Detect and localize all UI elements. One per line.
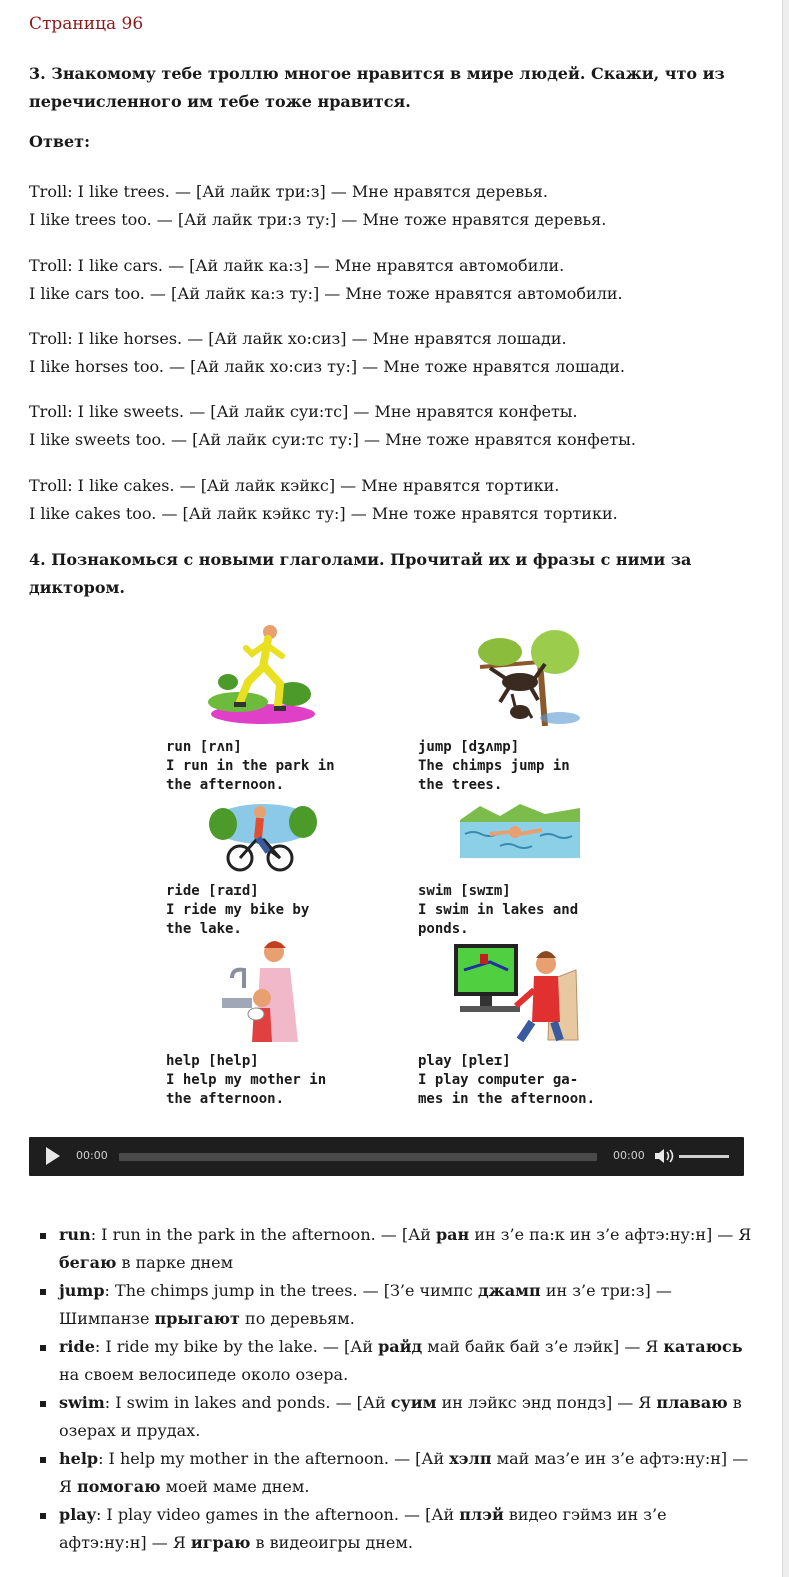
vocab-transcription-bold: райд bbox=[378, 1337, 423, 1356]
volume-slider[interactable] bbox=[679, 1155, 729, 1158]
vocab-russian-rest: в видеоигры днем. bbox=[250, 1533, 413, 1552]
ride-head: ride [raɪd] bbox=[166, 883, 259, 899]
me-line: I like horses too. — [Ай лайк хо:сиз ту:] — Мне тоже нравятся лошади. bbox=[29, 357, 625, 376]
vocab-sentence: : I play video games in the afternoon. — [Ай bbox=[95, 1505, 460, 1524]
vocab-transcription-rest: май маз’е ин з’е афтэ:ну:н] — Я bbox=[59, 1449, 749, 1496]
scrollbar[interactable] bbox=[782, 0, 789, 1577]
me-line: I like cakes too. — [Ай лайк кэйкс ту:] — Мне тоже нравятся тортики. bbox=[29, 504, 618, 523]
swim-line1: I swim in lakes and bbox=[418, 902, 579, 918]
vocab-russian-rest: в парке днем bbox=[116, 1253, 234, 1272]
vocab-russian-bold: помогаю bbox=[77, 1477, 161, 1496]
help-line2: the afternoon. bbox=[166, 1091, 285, 1107]
task3-question-line1: 3. Знакомому тебе троллю многое нравится в мире людей. Скажи, что из bbox=[29, 64, 725, 83]
vocab-word: run bbox=[59, 1225, 91, 1244]
answer-pair-sweets bbox=[29, 398, 769, 454]
vocab-word: jump bbox=[59, 1281, 105, 1300]
current-time: 00:00 bbox=[76, 1149, 108, 1162]
vocab-transcription-rest: май байк бай з’е лэйк] — Я bbox=[422, 1337, 664, 1356]
task3-question-line2: перечисленного им тебе тоже нравится. bbox=[29, 92, 411, 111]
vocab-russian-bold: плаваю bbox=[656, 1393, 728, 1412]
vocab-transcription-bold: джамп bbox=[477, 1281, 541, 1300]
play-head: play [pleɪ] bbox=[418, 1053, 511, 1069]
swim-caption bbox=[418, 882, 623, 939]
ride-line2: the lake. bbox=[166, 921, 242, 937]
list-item bbox=[29, 1333, 759, 1389]
help-head: help [help] bbox=[166, 1053, 259, 1069]
list-item bbox=[29, 1445, 759, 1501]
vocab-transcription-rest: ин з’е три:з] — Шимпанзе bbox=[59, 1281, 672, 1328]
vocab-russian-bold: катаюсь bbox=[663, 1337, 743, 1356]
jump-line1: The chimps jump in bbox=[418, 758, 570, 774]
play-line2: mes in the afternoon. bbox=[418, 1091, 596, 1107]
ride-line1: I ride my bike by bbox=[166, 902, 310, 918]
run-caption bbox=[166, 738, 371, 795]
bike-rider-picture bbox=[208, 800, 318, 878]
help-caption bbox=[166, 1052, 371, 1109]
chimps-picture bbox=[460, 622, 580, 726]
vocab-sentence: : The chimps jump in the trees. — [З’е чимпс bbox=[104, 1281, 478, 1300]
swim-line2: ponds. bbox=[418, 921, 469, 937]
vocab-transcription-bold: суим bbox=[390, 1393, 437, 1412]
play-caption bbox=[418, 1052, 623, 1109]
troll-line: Troll: I like horses. — [Ай лайк хо:сиз] — Мне нравятся лошади. bbox=[29, 329, 567, 348]
task3-question bbox=[29, 60, 749, 116]
vocab-sentence: : I help my mother in the afternoon. — [Ай bbox=[98, 1449, 450, 1468]
vocab-word: ride bbox=[59, 1337, 95, 1356]
jump-line2: the trees. bbox=[418, 777, 503, 793]
list-item bbox=[29, 1389, 759, 1445]
vocab-list bbox=[29, 1221, 759, 1557]
vocab-word: help bbox=[59, 1449, 99, 1468]
troll-line: Troll: I like cakes. — [Ай лайк кэйкс] — Мне нравятся тортики. bbox=[29, 476, 560, 495]
vocab-russian-rest: в озерах и прудах. bbox=[59, 1393, 742, 1440]
answer-pair-horses bbox=[29, 325, 769, 381]
run-line1: I run in the park in bbox=[166, 758, 335, 774]
list-item bbox=[29, 1221, 759, 1277]
vocab-transcription-bold: плэй bbox=[459, 1505, 504, 1524]
vocab-transcription-bold: ран bbox=[435, 1225, 470, 1244]
vocab-transcription-rest: ин лэйкс энд пондз] — Я bbox=[436, 1393, 657, 1412]
jump-caption bbox=[418, 738, 623, 795]
task4-question-line1: 4. Познакомься с новыми глаголами. Прочитай их и фразы с ними за bbox=[29, 550, 692, 569]
task4-question-line2: диктором. bbox=[29, 578, 125, 597]
audio-player bbox=[29, 1137, 744, 1176]
progress-track[interactable] bbox=[119, 1153, 597, 1161]
jump-head: jump [dʒʌmp] bbox=[418, 739, 520, 755]
vocab-word: swim bbox=[59, 1393, 105, 1412]
running-man-picture bbox=[208, 622, 318, 726]
help-line1: I help my mother in bbox=[166, 1072, 327, 1088]
vocab-transcription-rest: видео гэймз ин з’е афтэ:ну:н] — Я bbox=[59, 1505, 667, 1552]
vocab-russian-rest: моей маме днем. bbox=[160, 1477, 310, 1496]
play-icon[interactable] bbox=[46, 1147, 60, 1165]
run-line2: the afternoon. bbox=[166, 777, 285, 793]
me-line: I like cars too. — [Ай лайк ка:з ту:] — Мне тоже нравятся автомобили. bbox=[29, 284, 623, 303]
helping-mother-picture bbox=[212, 938, 312, 1044]
troll-line: Troll: I like sweets. — [Ай лайк суи:тс] — Мне нравятся конфеты. bbox=[29, 402, 578, 421]
vocab-sentence: : I run in the park in the afternoon. — [Ай bbox=[90, 1225, 436, 1244]
vocab-russian-bold: прыгают bbox=[154, 1309, 240, 1328]
vocab-russian-bold: бегаю bbox=[59, 1253, 117, 1272]
vocab-sentence: : I swim in lakes and ponds. — [Ай bbox=[104, 1393, 391, 1412]
answer-pair-cars bbox=[29, 252, 769, 308]
volume-icon[interactable] bbox=[653, 1146, 675, 1166]
verbs-illustration bbox=[160, 618, 630, 1113]
answer-label: Ответ: bbox=[29, 132, 90, 151]
vocab-transcription-bold: хэлп bbox=[449, 1449, 492, 1468]
swimmer-picture bbox=[460, 800, 580, 862]
vocab-word: play bbox=[59, 1505, 96, 1524]
vocab-russian-bold: играю bbox=[190, 1533, 251, 1552]
me-line: I like trees too. — [Ай лайк три:з ту:] — Мне тоже нравятся деревья. bbox=[29, 210, 607, 229]
troll-line: Troll: I like cars. — [Ай лайк ка:з] — Мне нравятся автомобили. bbox=[29, 256, 565, 275]
answer-pair-cakes bbox=[29, 472, 769, 528]
play-line1: I play computer ga- bbox=[418, 1072, 579, 1088]
vocab-sentence: : I ride my bike by the lake. — [Ай bbox=[94, 1337, 379, 1356]
vocab-russian-rest: на своем велосипеде около озера. bbox=[59, 1365, 349, 1384]
run-head: run [rʌn] bbox=[166, 739, 242, 755]
vocab-transcription-rest: ин з’е па:к ин з’е афтэ:ну:н] — Я bbox=[469, 1225, 752, 1244]
ride-caption bbox=[166, 882, 371, 939]
vocab-russian-rest: по деревьям. bbox=[239, 1309, 355, 1328]
answer-pair-trees bbox=[29, 178, 769, 234]
list-item bbox=[29, 1277, 759, 1333]
troll-line: Troll: I like trees. — [Ай лайк три:з] — Мне нравятся деревья. bbox=[29, 182, 548, 201]
task4-question bbox=[29, 546, 749, 602]
page-title: Страница 96 bbox=[29, 14, 144, 34]
me-line: I like sweets too. — [Ай лайк суи:тс ту:] — Мне тоже нравятся конфеты. bbox=[29, 430, 636, 449]
duration-time: 00:00 bbox=[613, 1149, 645, 1162]
computer-game-picture bbox=[450, 940, 580, 1044]
list-item bbox=[29, 1501, 759, 1557]
swim-head: swim [swɪm] bbox=[418, 883, 511, 899]
